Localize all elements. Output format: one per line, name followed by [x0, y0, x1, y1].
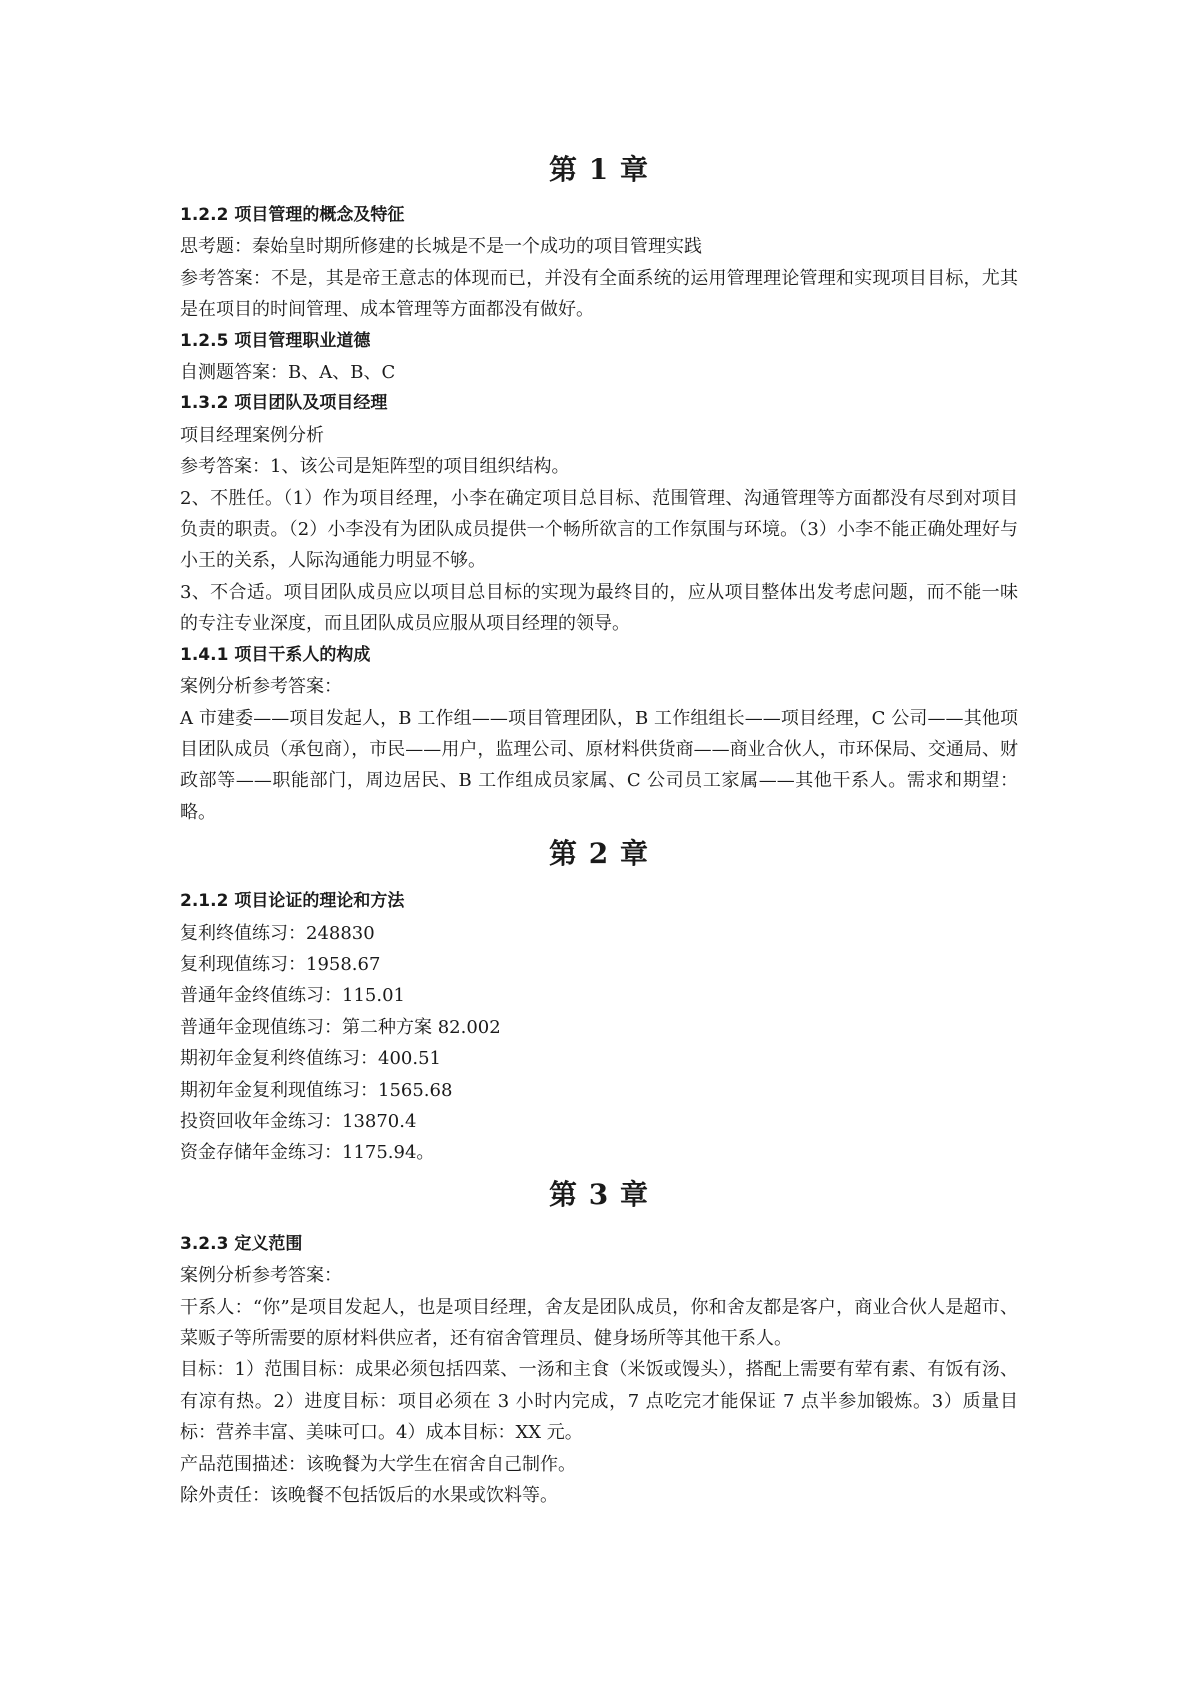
paragraph: 除外责任：该晚餐不包括饭后的水果或饮料等。 — [180, 1485, 558, 1507]
exercise-answer: 复利终值练习：248830 — [180, 922, 375, 944]
exercise-answer: 期初年金复利终值练习：400.51 — [180, 1048, 441, 1070]
chapter-title: 第 1 章 — [549, 153, 649, 186]
section-heading: 3.2.3 定义范围 — [180, 1233, 303, 1254]
exercise-answer: 复利现值练习：1958.67 — [180, 953, 381, 975]
exercise-answer: 投资回收年金练习：13870.4 — [180, 1110, 417, 1132]
section-heading: 1.4.1 项目干系人的构成 — [180, 644, 371, 665]
section-heading: 2.1.2 项目论证的理论和方法 — [180, 891, 405, 912]
paragraph: 案例分析参考答案： — [180, 1265, 342, 1287]
paragraph: 思考题：秦始皇时期所修建的长城是不是一个成功的项目管理实践 — [180, 236, 702, 258]
section-heading: 1.2.5 项目管理职业道德 — [180, 330, 371, 351]
paragraph: 案例分析参考答案： — [180, 676, 342, 698]
paragraph: 2、不胜任。（1）作为项目经理，小李在确定项目总目标、范围管理、沟通管理等方面都没有尽到对项目负责的职责。（2）小李没有为团队成员提供一个畅所欲言的工作氛围与环境。（3）小李不能正确处理好与小王的关系，人际沟通能力明显不够。 — [180, 487, 1018, 572]
exercise-answer: 普通年金现值练习：第二种方案 82.002 — [180, 1016, 501, 1038]
paragraph: 产品范围描述：该晚餐为大学生在宿舍自己制作。 — [180, 1453, 576, 1475]
paragraph: 参考答案：1、该公司是矩阵型的项目组织结构。 — [180, 456, 570, 478]
paragraph: 自测题答案：B、A、B、C — [180, 362, 396, 384]
exercise-answer: 资金存储年金练习：1175.94。 — [180, 1142, 435, 1164]
paragraph: 目标：1）范围目标：成果必须包括四菜、一汤和主食（米饭或馒头），搭配上需要有荤有素、有饭有汤、有凉有热。2）进度目标：项目必须在 3 小时内完成，7 点吃完才能保证 7 点半参加锻炼。3）质量目标：营养丰富、美味可口。4）成本目标：XX 元。 — [180, 1359, 1018, 1444]
exercise-answer: 普通年金终值练习：115.01 — [180, 985, 405, 1007]
section-heading: 1.3.2 项目团队及项目经理 — [180, 393, 388, 414]
paragraph: 干系人：“你”是项目发起人，也是项目经理，舍友是团队成员，你和舍友都是客户，商业合伙人是超市、菜贩子等所需要的原材料供应者，还有宿舍管理员、健身场所等其他干系人。 — [180, 1296, 1018, 1349]
paragraph: 3、不合适。项目团队成员应以项目总目标的实现为最终目的，应从项目整体出发考虑问题，而不能一味的专注专业深度，而且团队成员应服从项目经理的领导。 — [180, 581, 1018, 635]
paragraph: 参考答案：不是，其是帝王意志的体现而已，并没有全面系统的运用管理理论管理和实现项目目标，尤其是在项目的时间管理、成本管理等方面都没有做好。 — [180, 267, 1018, 321]
document-page — [180, 152, 1018, 1511]
section-heading: 1.2.2 项目管理的概念及特征 — [180, 205, 405, 225]
paragraph: A 市建委——项目发起人，B 工作组——项目管理团队，B 工作组组长——项目经理，C 公司——其他项目团队成员（承包商），市民——用户，监理公司、原材料供货商——商业合伙人，市环保局、交通局、财政部等——职能部门，周边居民、B 工作组成员家属、C 公司员工家属——其他干系人。需求和期望：略。 — [180, 707, 1018, 823]
chapter-title: 第 2 章 — [549, 837, 649, 871]
chapter-title: 第 3 章 — [549, 1177, 649, 1211]
exercise-answer: 期初年金复利现值练习：1565.68 — [180, 1079, 453, 1101]
paragraph: 项目经理案例分析 — [180, 424, 324, 446]
